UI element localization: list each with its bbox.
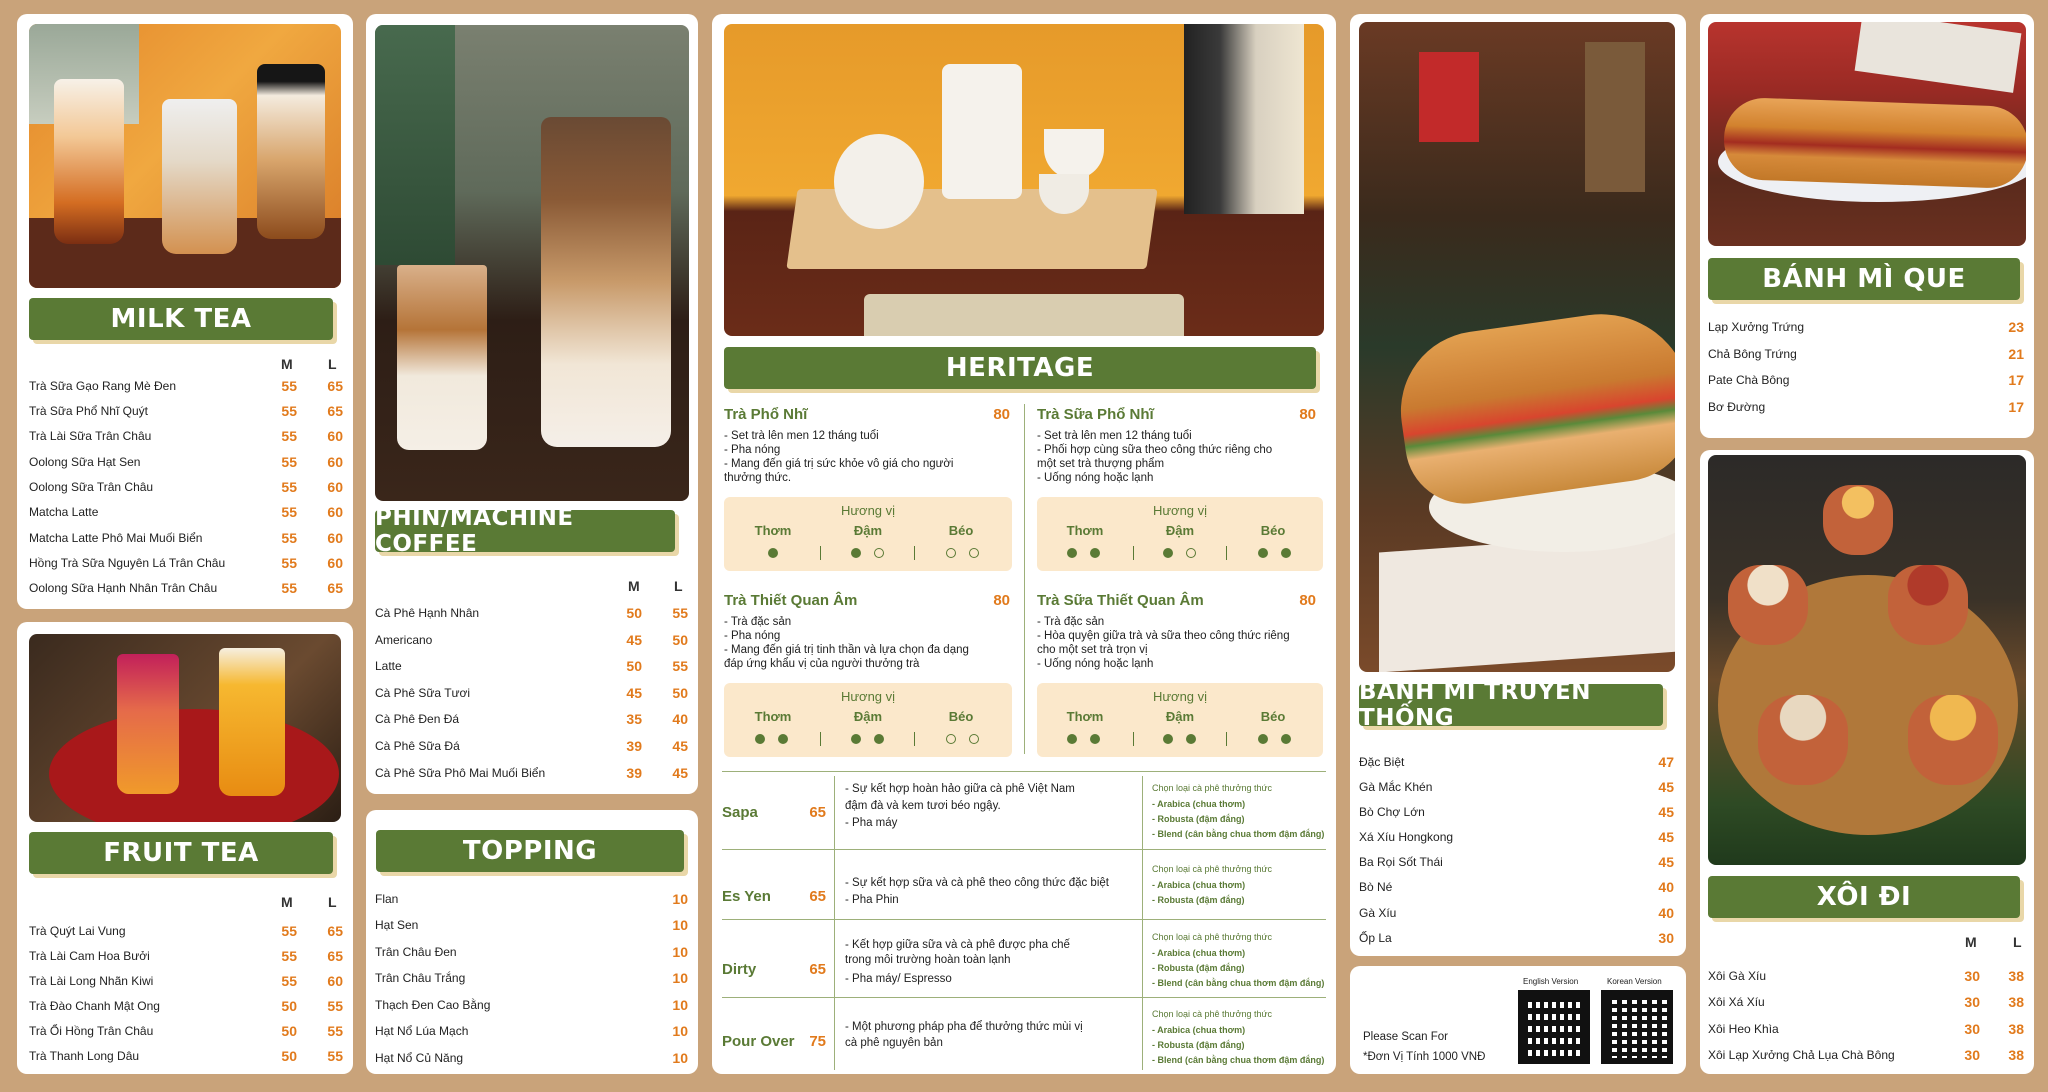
- menu-item-price-l: 65: [327, 403, 343, 419]
- taste-label-thom: Thơm: [754, 523, 792, 538]
- coffee-option: - Arabica (chua thơm): [1152, 880, 1246, 890]
- topping-title: TOPPING: [376, 830, 684, 872]
- menu-item-price-m: 55: [281, 454, 297, 470]
- menu-item-name: Gà Mắc Khén: [1359, 780, 1433, 794]
- taste-dot: [1067, 548, 1077, 558]
- divider: [722, 997, 1326, 998]
- taste-label-dam: Đậm: [853, 523, 883, 538]
- menu-item-price: 10: [672, 1050, 688, 1066]
- menu-item-price-m: 39: [626, 765, 642, 781]
- banh-mi-que-photo: [1708, 22, 2026, 246]
- menu-item-name: Bơ Đường: [1708, 400, 1766, 414]
- heritage-item-desc: - Set trà lên men 12 tháng tuổi: [724, 430, 879, 442]
- taste-dot: [1186, 734, 1196, 744]
- coffee-choose-label: Chọn loại cà phê thưởng thức: [1152, 864, 1273, 874]
- menu-item-price-l: 60: [327, 428, 343, 444]
- taste-dot-empty: [969, 734, 979, 744]
- menu-item-price: 10: [672, 1023, 688, 1039]
- heritage-item-desc: - Mang đến giá trị tinh thần và lựa chọn đa dạng: [724, 644, 969, 656]
- taste-separator: [820, 546, 821, 560]
- menu-item-price-l: 55: [327, 998, 343, 1014]
- milk-tea-card: [17, 14, 353, 609]
- heritage-item-name: Trà Sữa Phổ Nhĩ: [1037, 406, 1154, 423]
- menu-item-name: Hạt Nổ Lúa Mạch: [375, 1024, 469, 1038]
- menu-item-name: Latte: [375, 659, 402, 673]
- menu-item-price: 17: [2008, 372, 2024, 388]
- menu-item-name: Oolong Sữa Hạt Sen: [29, 455, 141, 469]
- coffee-desc: - Sự kết hợp hoàn hảo giữa cà phê Việt Nam: [845, 783, 1075, 795]
- divider: [722, 919, 1326, 920]
- coffee-option: - Robusta (đậm đắng): [1152, 1040, 1245, 1050]
- coffee-price: 65: [809, 961, 826, 978]
- menu-item-price: 10: [672, 944, 688, 960]
- menu-item-price-l: 60: [327, 454, 343, 470]
- taste-separator: [914, 546, 915, 560]
- menu-item-name: Xá Xíu Hongkong: [1359, 830, 1454, 844]
- fruit-tea-photo: [29, 634, 341, 822]
- xoi-size-m: M: [1965, 934, 1977, 950]
- coffee-size-m: M: [628, 578, 640, 594]
- menu-item-name: Ốp La: [1359, 931, 1392, 945]
- heritage-item-desc: - Uống nóng hoặc lạnh: [1037, 472, 1154, 484]
- menu-item-name: Cà Phê Hạnh Nhân: [375, 606, 480, 620]
- heritage-item-desc: - Phối hợp cùng sữa theo công thức riêng cho: [1037, 444, 1273, 456]
- heritage-item-price: 80: [993, 592, 1010, 609]
- taste-dot: [1067, 734, 1077, 744]
- qr-scan-text: Please Scan For: [1363, 1031, 1449, 1043]
- menu-item-price-l: 40: [672, 711, 688, 727]
- menu-item-price-l: 45: [672, 738, 688, 754]
- taste-dot: [778, 734, 788, 744]
- menu-item-name: Lạp Xưởng Trứng: [1708, 320, 1804, 334]
- taste-label-dam: Đậm: [853, 709, 883, 724]
- taste-dot-empty: [969, 548, 979, 558]
- menu-item-name: Hạt Sen: [375, 918, 419, 932]
- taste-label-beo: Béo: [1260, 523, 1286, 538]
- menu-item-name: Cà Phê Sữa Đá: [375, 739, 460, 753]
- heritage-item-desc: - Pha nóng: [724, 444, 781, 456]
- menu-item-price: 10: [672, 891, 688, 907]
- menu-item-name: Ba Rọi Sốt Thái: [1359, 855, 1443, 869]
- menu-item-price: 30: [1658, 930, 1674, 946]
- coffee-desc: - Kết hợp giữa sữa và cà phê được pha chế: [845, 939, 1070, 951]
- taste-dot: [1258, 548, 1268, 558]
- menu-item-price: 40: [1658, 905, 1674, 921]
- menu-item-price-m: 55: [281, 504, 297, 520]
- menu-item-price: 17: [2008, 399, 2024, 415]
- coffee-name: Sapa: [722, 804, 758, 821]
- menu-item-price-m: 55: [281, 479, 297, 495]
- coffee-option: - Arabica (chua thơm): [1152, 1025, 1246, 1035]
- taste-dot: [1163, 548, 1173, 558]
- menu-item-name: Trà Lài Cam Hoa Bưởi: [29, 949, 150, 963]
- banh-mi-card: [1350, 14, 1686, 956]
- menu-item-price-l: 55: [672, 658, 688, 674]
- heritage-item-desc: - Hòa quyện giữa trà và sữa theo công thức riêng: [1037, 630, 1290, 642]
- menu-item-price-m: 55: [281, 378, 297, 394]
- menu-item-name: Trà Sữa Phổ Nhĩ Quýt: [29, 404, 148, 418]
- taste-separator: [820, 732, 821, 746]
- heritage-item-name: Trà Thiết Quan Âm: [724, 592, 858, 609]
- menu-item-price: 10: [672, 997, 688, 1013]
- heritage-item-desc: - Uống nóng hoặc lạnh: [1037, 658, 1154, 670]
- menu-item-price-m: 55: [281, 555, 297, 571]
- menu-item-price-m: 30: [1964, 1021, 1980, 1037]
- menu-item-name: Cà Phê Sữa Phô Mai Muối Biển: [375, 766, 546, 780]
- coffee-desc: trong môi trường hoàn toàn lạnh: [845, 954, 1011, 966]
- menu-item-name: Xôi Xá Xíu: [1708, 995, 1765, 1009]
- heritage-card: [712, 14, 1336, 1074]
- taste-dot: [1090, 734, 1100, 744]
- taste-dot: [874, 734, 884, 744]
- menu-item-price-l: 65: [327, 378, 343, 394]
- menu-item-price-m: 30: [1964, 968, 1980, 984]
- banh-mi-title: BÁNH MÌ TRUYỀN THỐNG: [1359, 684, 1663, 726]
- taste-separator: [1133, 546, 1134, 560]
- heritage-item-price: 80: [1299, 592, 1316, 609]
- menu-item-price-m: 45: [626, 685, 642, 701]
- coffee-option: - Arabica (chua thơm): [1152, 948, 1246, 958]
- heritage-item-desc: cho một set trà trọn vị: [1037, 644, 1148, 656]
- coffee-desc: - Pha máy/ Espresso: [845, 973, 952, 985]
- price-unit-note: *Đơn Vị Tính 1000 VNĐ: [1363, 1051, 1486, 1063]
- taste-label-dam: Đậm: [1165, 709, 1195, 724]
- heritage-item-desc: - Trà đặc sản: [1037, 616, 1105, 628]
- coffee-size-l: L: [674, 578, 683, 594]
- menu-item-price-l: 45: [672, 765, 688, 781]
- taste-label-thom: Thơm: [1066, 523, 1104, 538]
- divider: [722, 849, 1326, 850]
- coffee-price: 65: [809, 888, 826, 905]
- menu-item-price: 40: [1658, 879, 1674, 895]
- menu-item-price-l: 65: [327, 948, 343, 964]
- coffee-name: Es Yen: [722, 888, 771, 905]
- menu-item-name: Trà Sữa Gạo Rang Mè Đen: [29, 379, 176, 393]
- taste-box: [1037, 683, 1323, 757]
- taste-dot-empty: [946, 548, 956, 558]
- menu-item-price-m: 39: [626, 738, 642, 754]
- fruit-tea-title: FRUIT TEA: [29, 832, 333, 874]
- xoi-size-l: L: [2013, 934, 2022, 950]
- menu-item-price-l: 60: [327, 504, 343, 520]
- taste-box: [724, 683, 1012, 757]
- milk-tea-size-l: L: [328, 356, 337, 372]
- coffee-desc: đậm đà và kem tươi béo ngậy.: [845, 800, 1001, 812]
- qr-code-korean[interactable]: [1601, 990, 1673, 1064]
- fruit-tea-size-m: M: [281, 894, 293, 910]
- taste-title: Hương vị: [840, 503, 896, 518]
- taste-dot: [851, 734, 861, 744]
- menu-item-name: Bò Chợ Lớn: [1359, 805, 1425, 819]
- heritage-divider: [1024, 404, 1025, 754]
- taste-dot: [1281, 548, 1291, 558]
- xoi-title: XÔI ĐI: [1708, 876, 2020, 918]
- coffee-choose-label: Chọn loại cà phê thưởng thức: [1152, 783, 1273, 793]
- menu-item-name: Xôi Heo Khìa: [1708, 1022, 1779, 1036]
- taste-dot: [1163, 734, 1173, 744]
- menu-item-price-m: 35: [626, 711, 642, 727]
- menu-item-price: 45: [1658, 779, 1674, 795]
- menu-item-name: Oolong Sữa Trân Châu: [29, 480, 154, 494]
- menu-item-price-l: 60: [327, 555, 343, 571]
- coffee-option: - Robusta (đậm đắng): [1152, 814, 1245, 824]
- menu-item-price-m: 55: [281, 923, 297, 939]
- coffee-photo: [375, 25, 689, 501]
- divider: [722, 771, 1326, 772]
- menu-item-price-l: 55: [327, 1023, 343, 1039]
- menu-item-name: Hồng Trà Sữa Nguyên Lá Trân Châu: [29, 556, 226, 570]
- menu-item-price-m: 50: [626, 658, 642, 674]
- heritage-photo: [724, 24, 1324, 336]
- menu-item-name: Thạch Đen Cao Bằng: [375, 998, 491, 1012]
- menu-item-price: 45: [1658, 854, 1674, 870]
- banh-mi-que-card: [1700, 14, 2034, 438]
- qr-korean-label: Korean Version: [1607, 977, 1662, 986]
- menu-item-price-m: 50: [281, 1023, 297, 1039]
- menu-item-name: Oolong Sữa Hạnh Nhân Trân Châu: [29, 581, 218, 595]
- menu-item-name: Xôi Gà Xíu: [1708, 969, 1767, 983]
- milk-tea-photo: [29, 24, 341, 288]
- milk-tea-size-m: M: [281, 356, 293, 372]
- taste-separator: [1226, 546, 1227, 560]
- menu-item-name: Trân Châu Trắng: [375, 971, 466, 985]
- coffee-desc: - Một phương pháp pha để thưởng thức mùi vị: [845, 1021, 1083, 1033]
- menu-item-price-l: 60: [327, 973, 343, 989]
- menu-item-name: Matcha Latte Phô Mai Muối Biển: [29, 531, 203, 545]
- taste-label-beo: Béo: [948, 523, 974, 538]
- heritage-item-name: Trà Phổ Nhĩ: [724, 406, 808, 423]
- taste-dot: [1258, 734, 1268, 744]
- heritage-item-price: 80: [1299, 406, 1316, 423]
- taste-dot: [1090, 548, 1100, 558]
- menu-item-name: Trà Đào Chanh Mật Ong: [29, 999, 160, 1013]
- coffee-desc: - Pha Phin: [845, 894, 899, 906]
- taste-label-dam: Đậm: [1165, 523, 1195, 538]
- fruit-tea-card: [17, 622, 353, 1074]
- menu-item-name: Pate Chà Bông: [1708, 373, 1790, 387]
- taste-title: Hương vị: [1152, 689, 1208, 704]
- taste-title: Hương vị: [840, 689, 896, 704]
- taste-dot-empty: [946, 734, 956, 744]
- taste-title: Hương vị: [1152, 503, 1208, 518]
- menu-item-name: Trà Lài Long Nhãn Kiwi: [29, 974, 154, 988]
- menu-item-price-l: 65: [327, 580, 343, 596]
- divider: [834, 776, 835, 1070]
- menu-item-price-l: 60: [327, 530, 343, 546]
- menu-item-price-m: 30: [1964, 994, 1980, 1010]
- taste-box: [1037, 497, 1323, 571]
- menu-item-price-m: 55: [281, 530, 297, 546]
- menu-item-price-l: 38: [2008, 1047, 2024, 1063]
- menu-item-price: 45: [1658, 804, 1674, 820]
- coffee-desc: cà phê nguyên bản: [845, 1037, 943, 1049]
- heritage-item-desc: đáp ứng khẩu vị của người thưởng trà: [724, 658, 920, 670]
- taste-dot-empty: [1186, 548, 1196, 558]
- menu-item-price-m: 50: [626, 605, 642, 621]
- taste-dot: [768, 548, 778, 558]
- menu-item-price-m: 55: [281, 580, 297, 596]
- menu-item-name: Xôi Lạp Xưởng Chả Lụa Chà Bông: [1708, 1048, 1895, 1062]
- coffee-name: Pour Over: [722, 1033, 795, 1050]
- coffee-name: Dirty: [722, 961, 757, 978]
- taste-dot: [755, 734, 765, 744]
- menu-item-price: 10: [672, 917, 688, 933]
- coffee-option: - Blend (cân bằng chua thơm đậm đắng): [1152, 978, 1325, 988]
- taste-dot-empty: [874, 548, 884, 558]
- coffee-desc: - Pha máy: [845, 817, 898, 829]
- heritage-item-desc: - Trà đặc sản: [724, 616, 792, 628]
- banh-mi-que-title: BÁNH MÌ QUE: [1708, 258, 2020, 300]
- menu-item-price-l: 55: [327, 1048, 343, 1064]
- menu-item-price-l: 60: [327, 479, 343, 495]
- menu-item-price-l: 38: [2008, 968, 2024, 984]
- menu-item-price-m: 55: [281, 428, 297, 444]
- qr-english-label: English Version: [1523, 977, 1579, 986]
- taste-dot: [1281, 734, 1291, 744]
- menu-item-price: 21: [2008, 346, 2024, 362]
- heritage-item-desc: - Pha nóng: [724, 630, 781, 642]
- menu-item-name: Gà Xíu: [1359, 906, 1397, 920]
- xoi-card: [1700, 450, 2034, 1074]
- heritage-item-price: 80: [993, 406, 1010, 423]
- xoi-photo: [1708, 455, 2026, 865]
- menu-item-name: Trà Thanh Long Dâu: [29, 1049, 140, 1063]
- menu-item-name: Trà Quýt Lai Vung: [29, 924, 126, 938]
- menu-item-price: 45: [1658, 829, 1674, 845]
- coffee-card: [366, 14, 698, 794]
- menu-item-price-l: 65: [327, 923, 343, 939]
- menu-item-price: 23: [2008, 319, 2024, 335]
- menu-item-price-m: 50: [281, 1048, 297, 1064]
- heritage-item-name: Trà Sữa Thiết Quan Âm: [1037, 592, 1204, 609]
- heritage-item-desc: một set trà thượng phẩm: [1037, 458, 1165, 470]
- qr-card: [1350, 966, 1686, 1074]
- menu-item-price-m: 55: [281, 403, 297, 419]
- coffee-price: 65: [809, 804, 826, 821]
- taste-label-thom: Thơm: [754, 709, 792, 724]
- menu-item-name: Bò Né: [1359, 880, 1393, 894]
- banh-mi-photo: [1359, 22, 1675, 672]
- heritage-item-desc: thưởng thức.: [724, 472, 792, 484]
- coffee-option: - Robusta (đậm đắng): [1152, 963, 1245, 973]
- taste-dot: [851, 548, 861, 558]
- coffee-title: PHIN/MACHINE COFFEE: [375, 510, 675, 552]
- menu-item-price-m: 45: [626, 632, 642, 648]
- qr-code-english[interactable]: [1518, 990, 1590, 1064]
- menu-item-price-l: 38: [2008, 1021, 2024, 1037]
- coffee-option: - Robusta (đậm đắng): [1152, 895, 1245, 905]
- taste-box: [724, 497, 1012, 571]
- menu-item-name: Trà Lài Sữa Trân Châu: [29, 429, 152, 443]
- menu-item-price-m: 50: [281, 998, 297, 1014]
- menu-item-price-m: 30: [1964, 1047, 1980, 1063]
- heritage-title: HERITAGE: [724, 347, 1316, 389]
- milk-tea-title: MILK TEA: [29, 298, 333, 340]
- menu-item-name: Đặc Biệt: [1359, 755, 1405, 769]
- taste-separator: [914, 732, 915, 746]
- coffee-choose-label: Chọn loại cà phê thưởng thức: [1152, 932, 1273, 942]
- menu-item-price-m: 55: [281, 973, 297, 989]
- menu-item-price-l: 50: [672, 632, 688, 648]
- taste-label-beo: Béo: [948, 709, 974, 724]
- coffee-option: - Blend (cân bằng chua thơm đậm đắng): [1152, 1055, 1325, 1065]
- menu-item-name: Matcha Latte: [29, 505, 99, 519]
- menu-item-name: Chả Bông Trứng: [1708, 347, 1797, 361]
- menu-item-price: 10: [672, 970, 688, 986]
- menu-item-name: Trân Châu Đen: [375, 945, 457, 959]
- topping-card: [366, 810, 698, 1074]
- coffee-choose-label: Chọn loại cà phê thưởng thức: [1152, 1009, 1273, 1019]
- coffee-option: - Arabica (chua thơm): [1152, 799, 1246, 809]
- coffee-desc: - Sự kết hợp sữa và cà phê theo công thức đặc biệt: [845, 877, 1109, 889]
- taste-label-thom: Thơm: [1066, 709, 1104, 724]
- taste-separator: [1133, 732, 1134, 746]
- taste-label-beo: Béo: [1260, 709, 1286, 724]
- fruit-tea-size-l: L: [328, 894, 337, 910]
- menu-item-price-l: 50: [672, 685, 688, 701]
- menu-item-price-l: 38: [2008, 994, 2024, 1010]
- menu-item-price-l: 55: [672, 605, 688, 621]
- menu-item-name: Hạt Nổ Củ Năng: [375, 1051, 464, 1065]
- menu-item-price-m: 55: [281, 948, 297, 964]
- menu-item-price: 47: [1658, 754, 1674, 770]
- menu-item-name: Trà Ổi Hồng Trân Châu: [29, 1024, 154, 1038]
- divider: [1142, 776, 1143, 1070]
- coffee-option: - Blend (cân bằng chua thơm đậm đắng): [1152, 829, 1325, 839]
- heritage-item-desc: - Mang đến giá trị sức khỏe vô giá cho người: [724, 458, 954, 470]
- taste-separator: [1226, 732, 1227, 746]
- menu-item-name: Cà Phê Sữa Tươi: [375, 686, 471, 700]
- menu-item-name: Americano: [375, 633, 433, 647]
- heritage-item-desc: - Set trà lên men 12 tháng tuổi: [1037, 430, 1192, 442]
- coffee-price: 75: [809, 1033, 826, 1050]
- menu-item-name: Cà Phê Đen Đá: [375, 712, 460, 726]
- menu-item-name: Flan: [375, 892, 399, 906]
